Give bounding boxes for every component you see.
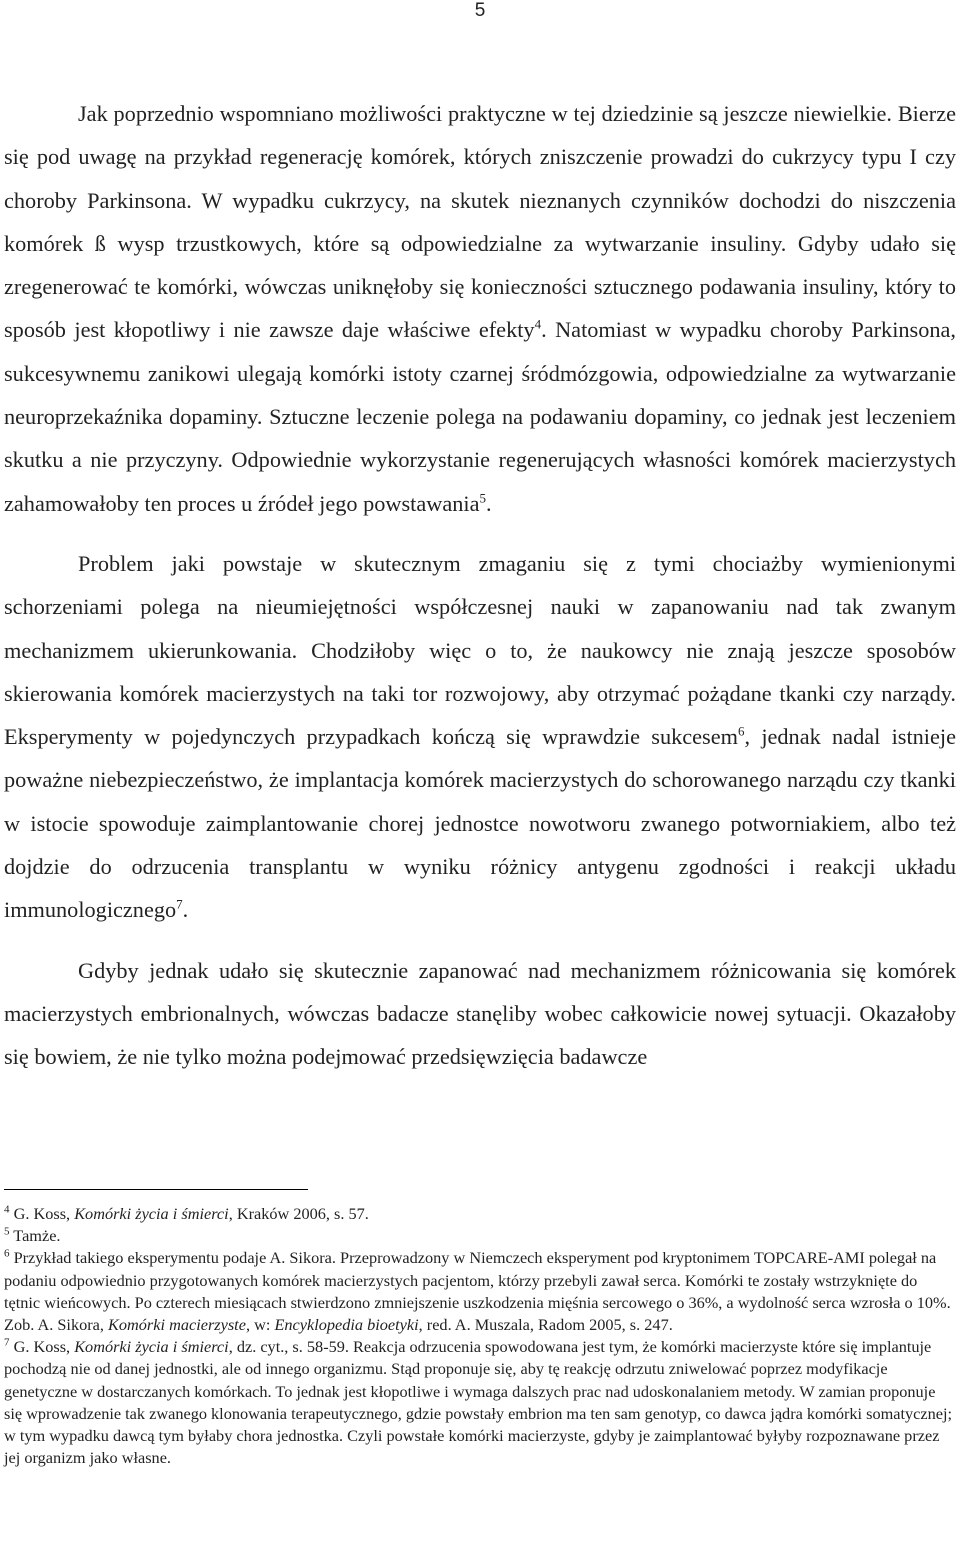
paragraph-1 — [4, 92, 956, 525]
footnote-separator — [4, 1189, 308, 1190]
footnote-text: Tamże. — [9, 1226, 61, 1246]
footnote-number: 7 — [4, 1336, 10, 1349]
footnote-number: 6 — [4, 1247, 10, 1260]
footnote-6 — [4, 1247, 956, 1336]
book-title: Komórki macierzyste — [108, 1315, 246, 1335]
paragraph-3-text: Gdyby jednak udało się skutecznie zapanować nad mechanizmem różnicowania się komórek macierzystych embrionalnych, wówczas badacze stanęliby wobec całkowicie nowej sytuacji. Okazałoby się bowiem, że nie tylko można podejmować przedsięwzięcia badawcze — [4, 957, 956, 1070]
paragraph-3 — [4, 949, 956, 1079]
footnote-number: 4 — [4, 1203, 10, 1216]
paragraph-2 — [4, 542, 956, 932]
footnote-text: , dz. cyt., s. 58-59. Reakcja odrzucenia spowodowana jest tym, że komórki macierzyste które się implantuje pochodzą nie od danej jednostki, ale od innego organizmu. Stąd proponuje się, aby tę reakcję odrzutu zniwelować poprzez modyfikacje genetyczne w dostarczanych komórkach. To jednak jest kłopotliwe i wymaga dalszych prac nad udoskonalaniem metody. W zamian proponuje się wprowadzenie tak zwanego klonowania terapeutycznego, gdzie powstały embrion ma ten sam genotyp, co dawca jądra komórki somatycznej; w tym wypadku dawcą tym byłaby chora jednostka. Czyli powstałe komórki macierzyste, gdyby je zaimplantować byłyby rozpoznawane przez jej organizm jako własne. — [4, 1337, 953, 1468]
footnote-ref-6[interactable]: 6 — [737, 723, 745, 739]
footnote-text: , w: — [245, 1315, 275, 1335]
book-title: Komórki życia i śmierci — [74, 1204, 229, 1223]
paragraph-1-text-b: . Natomiast w wypadku choroby Parkinsona, sukcesywnemu zanikowi ulegają komórki istoty czarnej śródmózgowia, odpowiedzialne za wytwarzanie neuroprzekaźnika dopaminy. Sztuczne leczenie polega na podawaniu dopaminy, co jednak jest leczeniem skutku a nie przyczyny. Odpowiednie wykorzystanie regenerujących własności komórek macierzystych zahamowałoby ten proces u źródeł jego powstawania — [4, 317, 956, 516]
paragraph-2-text-c: . — [182, 897, 189, 923]
paragraph-2-text-a: Problem jaki powstaje w skutecznym zmaganiu się z tymi chociażby wymienionymi schorzeniami polega na nieumiejętności współczesnej nauki w zapanowaniu nad tak zwanym mechanizmem ukierunkowania. Chodziłoby więc o to, że naukowcy nie znają jeszcze sposobów skierowania komórek macierzystych na taki tor rozwojowy, aby otrzymać pożądane tkanki czy narządy. Eksperymenty w pojedynczych przypadkach kończą się wprawdzie sukcesem — [4, 550, 956, 750]
book-title: Encyklopedia bioetyki — [274, 1315, 419, 1335]
footnote-ref-4[interactable]: 4 — [534, 317, 542, 333]
footnote-text: G. Koss, — [9, 1204, 75, 1223]
paragraph-2-text-b: , jednak nadal istnieje poważne niebezpieczeństwo, że implantacja komórek macierzystych do schorowanego narządu czy tkanki w istocie spowoduje zaimplantowanie chorej jednostce nowotworu zwanego potworniakiem, albo też dojdzie do odrzucenia transplantu w wyniku różnicy antygenu zgodności i reakcji układu immunologicznego — [4, 724, 956, 923]
footnote-text: G. Koss, — [9, 1337, 75, 1357]
paragraph-1-text-a: Jak poprzednio wspomniano możliwości praktyczne w tej dziedzinie są jeszcze niewielkie. Bierze się pod uwagę na przykład regenerację komórek, których zniszczenie prowadzi do cukrzycy typu I czy choroby Parkinsona. W wypadku cukrzycy, na skutek nieznanych czynników dochodzi do niszczenia komórek ß wysp trzustkowych, które są odpowiedzialne za wytwarzanie insuliny. Gdyby udało się zregenerować te komórki, wówczas uniknęłoby się konieczności sztucznego podawania insuliny, który to sposób jest kłopotliwy i nie zawsze daje właściwe efekty — [4, 101, 956, 343]
footnote-text: Przykład takiego eksperymentu podaje A. Sikora. Przeprowadzony w Niemczech eksperyment pod kryptonimem TOPCARE-AMI polegał na podaniu odpowiednio przygotowanych komórek macierzystych pacjentom, którzy przebyli zawał serca. Komórki te zostały wstrzyknięte do tętnic wieńcowych. Po czterech miesiącach stwierdzono zmniejszenie uszkodzenia mięśnia sercowego o 36%, a wydolność serca wzrosła o 10%. Zob. A. Sikora, — [4, 1248, 951, 1335]
page-number: 5 — [474, 0, 486, 21]
footnote-text: , red. A. Muszala, Radom 2005, s. 247. — [418, 1315, 673, 1335]
book-title: Komórki życia i śmierci — [74, 1337, 229, 1357]
footnote-number: 5 — [4, 1225, 10, 1238]
footnote-5 — [4, 1225, 956, 1247]
footnotes — [4, 1203, 956, 1469]
footnote-ref-5[interactable]: 5 — [479, 490, 486, 506]
body-text — [4, 92, 956, 1079]
paragraph-1-text-c: . — [486, 490, 492, 516]
footnote-ref-7[interactable]: 7 — [176, 896, 183, 912]
footnote-4 — [4, 1203, 956, 1225]
footnote-text: , Kraków 2006, s. 57. — [228, 1204, 369, 1223]
footnote-7 — [4, 1336, 956, 1469]
